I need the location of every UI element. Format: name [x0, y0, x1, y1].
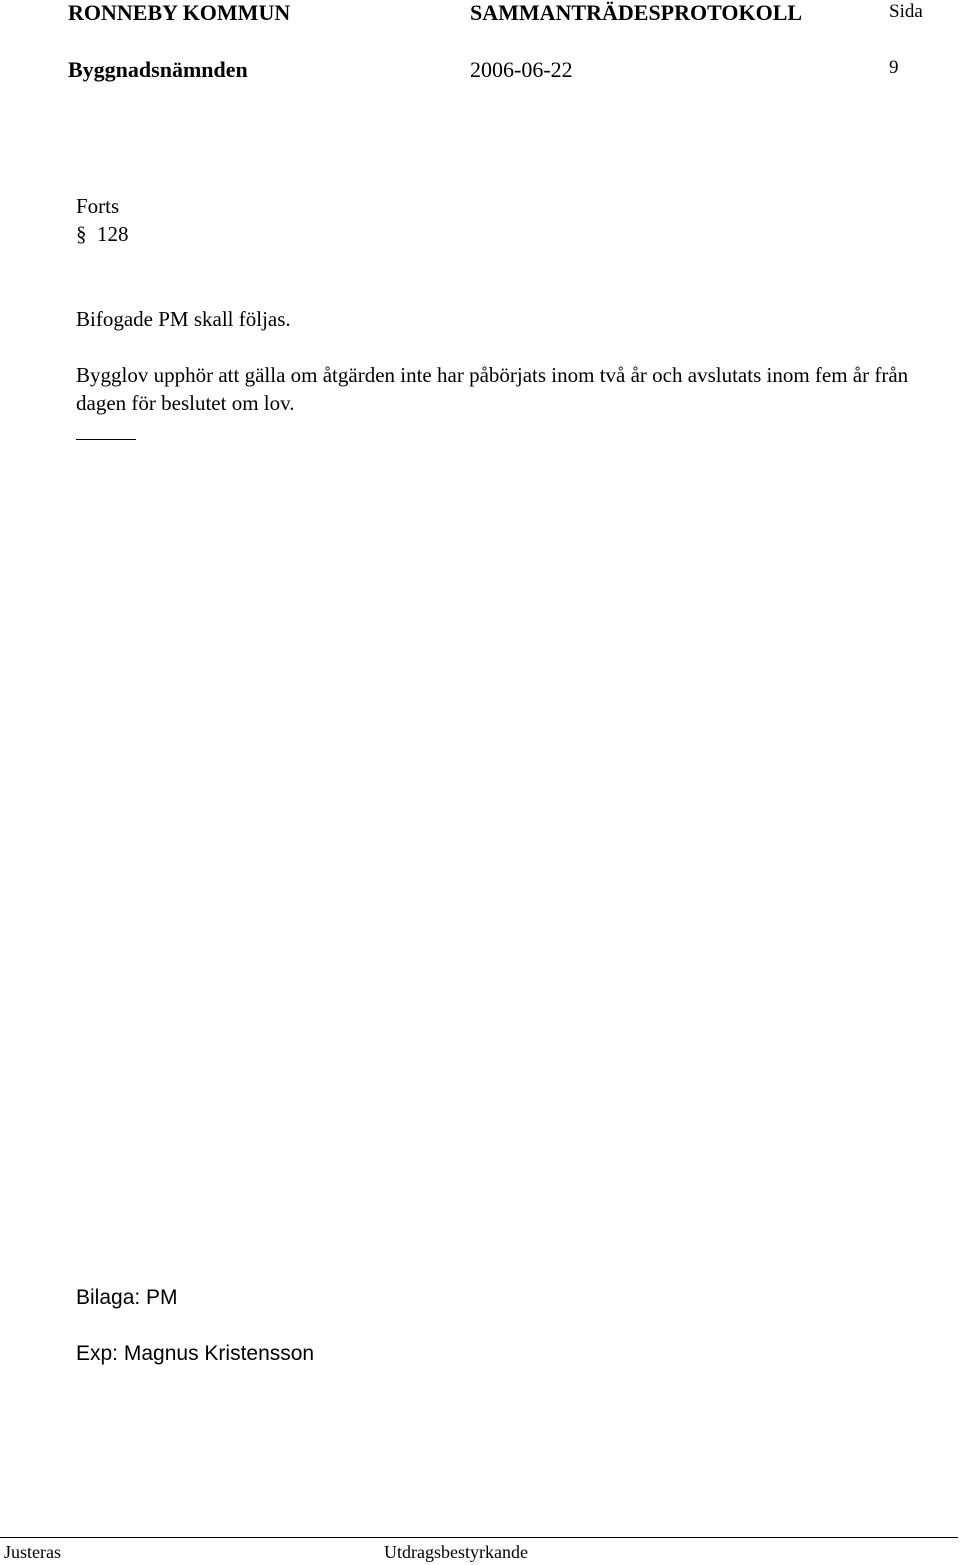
meeting-date: 2006-06-22: [470, 57, 573, 82]
attachment-line: Bilaga: PM: [76, 1286, 178, 1309]
section-heading: [76, 220, 129, 248]
decision-line: Bifogade PM skall följas.: [76, 307, 291, 331]
committee-name: Byggnadsnämnden: [68, 57, 248, 82]
page-number: 9: [889, 57, 899, 78]
expedition-line: Exp: Magnus Kristensson: [76, 1342, 315, 1365]
section-number: 128: [97, 222, 129, 246]
footer-rule: [0, 1537, 958, 1538]
section-symbol: §: [76, 222, 87, 246]
page-label: Sida: [889, 1, 923, 22]
decision-paragraph: Bygglov upphör att gälla om åtgärden inte har påbörjats inom två år och avslutats inom fem år från dagen för beslutet om lov.: [76, 363, 909, 415]
organization-name: RONNEBY KOMMUN: [68, 0, 291, 25]
footer-justeras: Justeras: [4, 1542, 61, 1562]
end-rule: [76, 439, 136, 440]
document-type: SAMMANTRÄDESPROTOKOLL: [470, 0, 803, 25]
continued-label: Forts: [76, 194, 120, 218]
footer-utdragsbestyrkande: Utdragsbestyrkande: [384, 1542, 528, 1562]
